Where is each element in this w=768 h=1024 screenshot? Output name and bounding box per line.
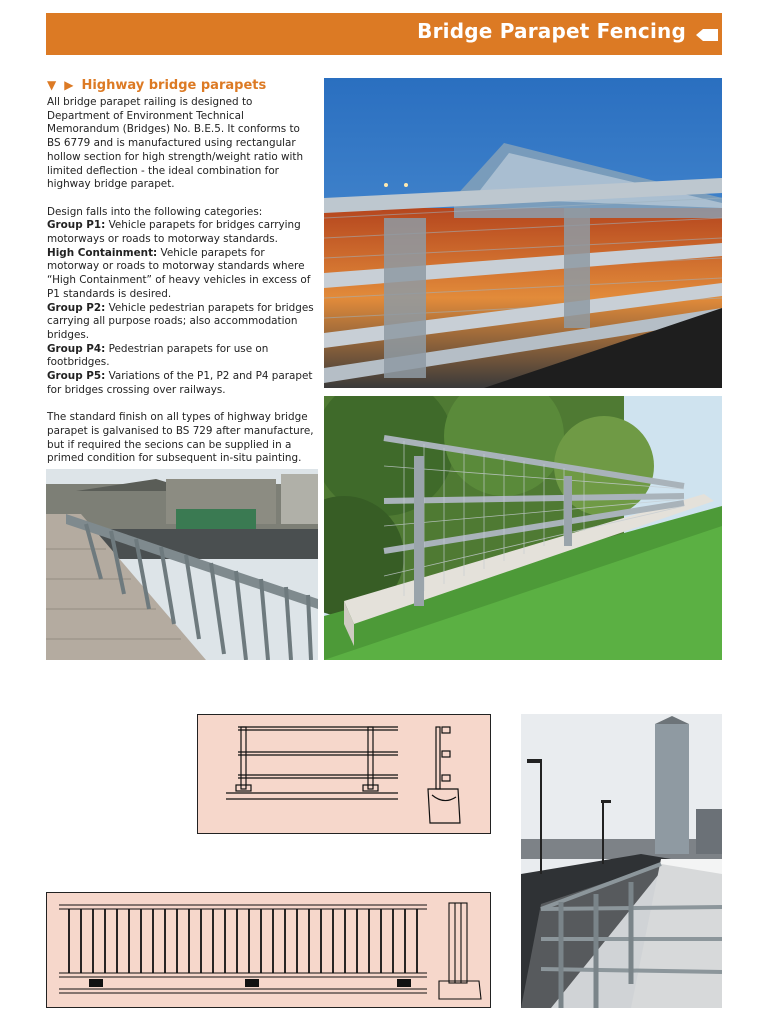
category-text: Vehicle pedestrian parapets for bridges carrying all purpose roads; also accommodation bridges. <box>47 301 314 341</box>
intro-paragraph: All bridge parapet railing is designed to Department of Environment Technical Memorandum (Bridges) No. B.E.5. It conforms to BS 6779 and is manufactured using rectangular hollow section for high strength/weight ratio with limited deflection - the ideal combination for highway bridge parapet. <box>47 96 304 191</box>
section-heading <box>47 78 266 93</box>
triangle-right-icon: ▶ <box>64 78 74 92</box>
category-label: High Containment: <box>47 246 158 259</box>
drawing-p2-elevation <box>46 892 491 1008</box>
drawing-p1-elevation <box>197 714 491 834</box>
section-title: Highway bridge parapets <box>81 78 267 93</box>
category-label: Group P2: <box>47 301 106 314</box>
category-item <box>47 343 315 370</box>
category-item <box>47 302 315 343</box>
photo-grass-parapet <box>324 396 722 660</box>
arrow-left-icon <box>696 29 718 41</box>
category-label: Group P5: <box>47 370 106 383</box>
categories-intro: Design falls into the following categories: <box>47 205 263 218</box>
triangle-down-icon: ▼ <box>47 78 57 92</box>
body-text <box>47 96 315 480</box>
category-item <box>47 247 315 302</box>
finish-paragraph: The standard finish on all types of highway bridge parapet is galvanised to BS 729 after manufacture, but if required the secions can be supplied in a primed condition for subsequent in-situ painting. <box>47 411 314 465</box>
categories-list <box>47 206 315 398</box>
category-label: Group P4: <box>47 342 106 355</box>
category-text: Variations of the P1, P2 and P4 parapet for bridges crossing over railways. <box>47 370 313 396</box>
category-item <box>47 370 315 397</box>
category-text: Vehicle parapets for bridges carrying motorways or roads to motorway standards. <box>47 219 301 246</box>
category-item <box>47 219 315 246</box>
photo-footbridge <box>46 469 318 660</box>
page-header <box>46 13 722 55</box>
photo-night-bridge <box>324 78 722 388</box>
category-label: Group P1: <box>47 219 106 232</box>
category-text: Vehicle parapets for motorway or roads to motorway standards where “High Containment” of heavy vehicles in excess of P1 standards is desired. <box>47 246 311 300</box>
photo-tower-parapet <box>521 714 722 1008</box>
page-title: Bridge Parapet Fencing <box>417 19 686 43</box>
category-text: Pedestrian parapets for use on footbridges. <box>47 342 269 369</box>
